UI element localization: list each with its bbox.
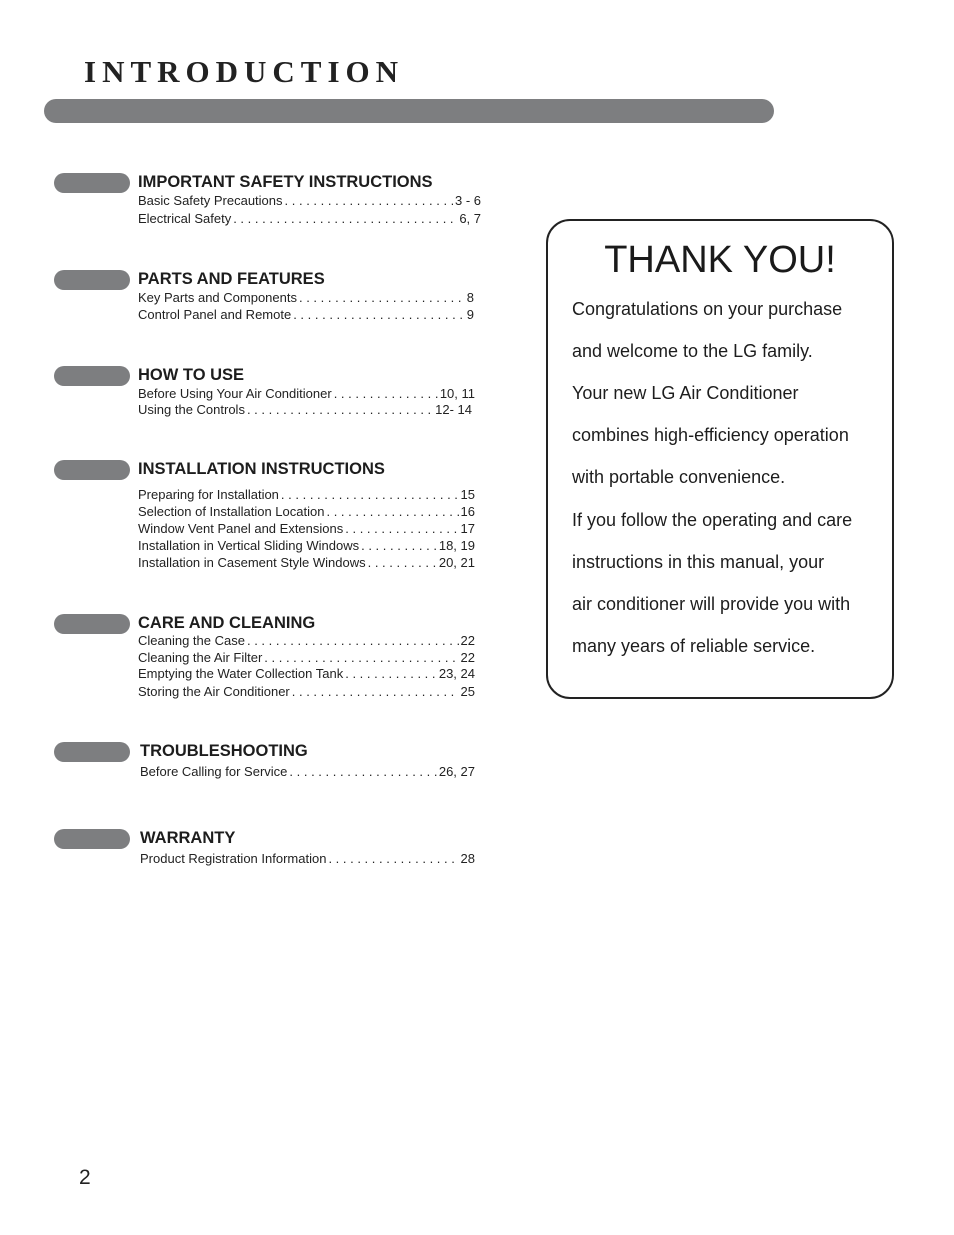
toc-entry-label: Electrical Safety	[138, 211, 232, 226]
section-title: CARE AND CLEANING	[138, 614, 316, 632]
thank-you-line: air conditioner will provide you with	[572, 594, 851, 614]
page-title: INTRODUCTION	[84, 54, 405, 89]
dot-leader	[289, 764, 436, 779]
toc-entry[interactable]	[138, 487, 475, 502]
section-pill	[54, 173, 130, 193]
dot-leader	[328, 851, 458, 866]
thank-you-line: Your new LG Air Conditioner	[572, 383, 799, 403]
toc-entry-label: Installation in Vertical Sliding Windows	[138, 538, 360, 553]
dot-leader	[361, 538, 437, 553]
toc-entry-label: Basic Safety Precautions	[138, 193, 283, 208]
section-title: PARTS AND FEATURES	[138, 270, 325, 288]
dot-leader	[247, 402, 433, 417]
toc-entry-page: 15	[460, 487, 475, 502]
toc-entry-page: 20, 21	[438, 555, 475, 570]
toc-entry[interactable]	[140, 764, 475, 779]
toc-entry-label: Cleaning the Air Filter	[138, 650, 263, 665]
toc-entry[interactable]	[138, 666, 475, 681]
toc-entry-label: Key Parts and Components	[138, 290, 297, 305]
header-bar	[44, 99, 774, 123]
dot-leader	[326, 504, 458, 519]
dot-leader	[292, 684, 459, 699]
dot-leader	[293, 307, 465, 322]
page-number: 2	[79, 1166, 91, 1189]
toc-entry[interactable]	[138, 290, 474, 305]
toc-entry-page: 17	[460, 521, 475, 536]
toc-entry-label: Emptying the Water Collection Tank	[138, 666, 344, 681]
toc-entry-page: 6, 7	[459, 211, 481, 226]
toc-entry-page: 10, 11	[439, 386, 475, 401]
section-title: IMPORTANT SAFETY INSTRUCTIONS	[138, 173, 433, 191]
toc-entry-page: 23, 24	[438, 666, 475, 681]
thank-you-line: If you follow the operating and care	[572, 510, 853, 530]
dot-leader	[264, 650, 458, 665]
toc-entry[interactable]	[138, 193, 481, 208]
toc-entry-label: Window Vent Panel and Extensions	[138, 521, 344, 536]
toc-entry[interactable]	[138, 650, 475, 665]
dot-leader	[281, 487, 459, 502]
section-pill	[54, 614, 130, 634]
section-title: HOW TO USE	[138, 366, 245, 384]
toc-entry[interactable]	[138, 402, 472, 417]
section-pill	[54, 270, 130, 290]
section-pill	[54, 829, 130, 849]
toc-entry-label: Before Calling for Service	[140, 764, 288, 779]
thank-you-line: combines high-efficiency operation	[572, 425, 849, 445]
toc-entry-label: Cleaning the Case	[138, 633, 245, 648]
toc-entry-page: 28	[460, 851, 475, 866]
section-title: TROUBLESHOOTING	[140, 742, 308, 760]
toc-entry-label: Control Panel and Remote	[138, 307, 292, 322]
toc-entry-label: Product Registration Information	[140, 851, 327, 866]
toc-entry[interactable]	[138, 684, 475, 699]
dot-leader	[368, 555, 437, 570]
section-title: INSTALLATION INSTRUCTIONS	[138, 460, 385, 478]
section-pill	[54, 460, 130, 480]
toc-entry-page: 16	[460, 504, 475, 519]
toc-entry[interactable]	[138, 386, 475, 401]
thank-you-line: instructions in this manual, your	[572, 552, 825, 572]
toc-entry-label: Storing the Air Conditioner	[138, 684, 290, 699]
toc-entry-page: 12- 14	[435, 402, 472, 417]
toc-entry[interactable]	[138, 538, 475, 553]
toc-entry[interactable]	[138, 504, 475, 519]
toc-entry-label: Installation in Casement Style Windows	[138, 555, 366, 570]
section-pill	[54, 366, 130, 386]
toc-entry-label: Using the Controls	[138, 402, 245, 417]
dot-leader	[345, 521, 458, 536]
toc-entry-page: 25	[460, 684, 475, 699]
thank-you-line: and welcome to the LG family.	[572, 341, 813, 361]
toc-entry-page: 26, 27	[438, 764, 475, 779]
toc-entry[interactable]	[138, 521, 475, 536]
toc-entry-label: Preparing for Installation	[138, 487, 279, 502]
toc-entry-page: 3 - 6	[454, 193, 481, 208]
dot-leader	[334, 386, 438, 401]
toc-entry[interactable]	[138, 633, 475, 648]
thank-you-line: with portable convenience.	[572, 467, 786, 487]
toc-entry[interactable]	[138, 307, 474, 322]
thank-you-title: THANK YOU!	[604, 239, 836, 281]
dot-leader	[345, 666, 437, 681]
toc-entry[interactable]	[138, 555, 475, 570]
toc-entry-page: 18, 19	[438, 538, 475, 553]
thank-you-line: Congratulations on your purchase	[572, 299, 843, 319]
section-pill	[54, 742, 130, 762]
toc-entry-page: 22	[460, 650, 475, 665]
thank-you-box	[546, 219, 894, 699]
toc-entry-label: Before Using Your Air Conditioner	[138, 386, 332, 401]
toc-entry-page: 22	[460, 633, 475, 648]
toc-entry-page: 8	[466, 290, 474, 305]
toc-entry[interactable]	[140, 851, 475, 866]
dot-leader	[233, 211, 457, 226]
toc-entry[interactable]	[138, 211, 481, 226]
dot-leader	[247, 633, 459, 648]
section-title: WARRANTY	[140, 829, 236, 847]
dot-leader	[299, 290, 465, 305]
thank-you-line: many years of reliable service.	[572, 636, 816, 656]
toc-entry-label: Selection of Installation Location	[138, 504, 325, 519]
dot-leader	[285, 193, 453, 208]
toc-entry-page: 9	[466, 307, 474, 322]
